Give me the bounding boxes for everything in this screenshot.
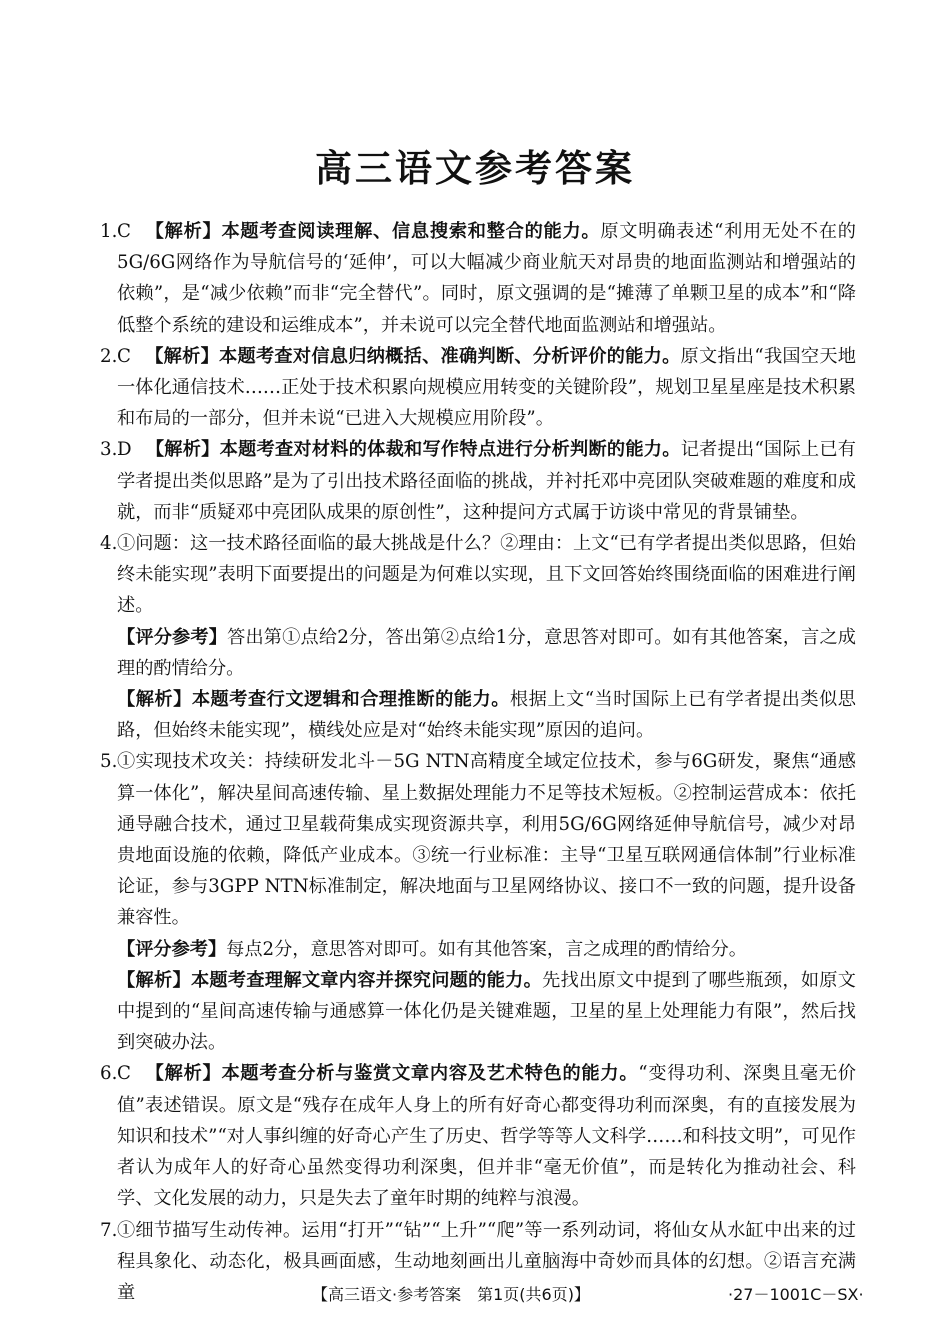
analysis-text: 原文明确表述“利用无处不在的5G/6G网络作为导航信号的‘延伸’，可以大幅减少商业航天对昂贵的地面监测站和增强站的依赖”，是“减少依赖”而非“完全替代”。同时，原文强调的是“摊薄了单颗卫星的成本”和“降低整个系统的建设和运维成本”，并未说可以完全替代地面监测站和增强站。 (117, 221, 856, 336)
analysis-bold: 本题考查分析与鉴赏文章内容及艺术特色的能力。 (221, 1063, 639, 1085)
score-block (117, 934, 856, 965)
analysis-bold: 本题考查理解文章内容并探究问题的能力。 (190, 969, 543, 991)
answer-text: ①细节描写生动传神。运用“打开”“钻”“上升”“爬”等一系列动词，将仙女从水缸中出来的过程具象化、动态化，极具画面感，生动地刻画出儿童脑海中奇妙而具体的幻想。②语言充满童 (117, 1219, 856, 1303)
analysis-bold: 本题考查对信息归纳概括、准确判断、分析评价的能力。 (219, 345, 681, 367)
answer-text: ①问题：这一技术路径面临的最大挑战是什么？②理由：上文“已有学者提出类似思路，但始终未能实现”表明下面要提出的问题是为何难以实现，且下文回答始终围绕面临的困难进行阐述。 (117, 533, 856, 617)
answer-item-6 (100, 1058, 856, 1214)
item-answer: D (117, 439, 132, 461)
analysis-bold: 本题考查阅读理解、信息搜索和整合的能力。 (221, 221, 601, 242)
score-block (117, 622, 856, 684)
answer-item-2 (100, 341, 856, 435)
item-number: 3. (100, 439, 118, 461)
score-text: 答出第①点给2分，答出第②点给1分，意思答对即可。如有其他答案，言之成理的酌情给分。 (117, 626, 856, 679)
analysis-bold: 本题考查行文逻辑和合理推断的能力。 (191, 689, 510, 711)
item-number: 5. (100, 751, 118, 773)
score-tag: 【评分参考】 (117, 626, 228, 648)
answer-list (100, 216, 856, 1308)
footer-code: ·27－1001C－SX· (728, 1285, 864, 1304)
analysis-bold: 本题考查对材料的体裁和写作特点进行分析判断的能力。 (219, 439, 681, 461)
answer-text: ①实现技术攻关：持续研发北斗－5G NTN高精度全域定位技术，参与6G研发，聚焦“通感算一体化”，解决星间高速传输、星上数据处理能力不足等技术短板。②控制运营成本：依托通导融合技术，通过卫星载荷集成实现资源共享，利用5G/6G网络延伸导航信号，减少对昂贵地面设施的依赖，降低产业成本。③统一行业标准：主导“卫星互联网通信体制”行业标准论证，参与3GPP NTN标准制定，解决地面与卫星网络协议、接口不一致的问题，提升设备兼容性。 (117, 751, 856, 929)
analysis-tag: 【解析】 (144, 345, 220, 367)
analysis-tag: 【解析】 (117, 689, 192, 711)
item-answer: C (117, 221, 131, 242)
analysis-tag: 【解析】 (145, 439, 220, 461)
item-answer: C (117, 345, 131, 367)
item-number: 7. (100, 1219, 118, 1241)
item-number: 4. (100, 533, 118, 555)
score-tag: 【评分参考】 (117, 938, 227, 960)
answer-item-3 (100, 434, 856, 528)
page-footer (0, 1282, 950, 1306)
footer-page-info: 【高三语文·参考答案 第1页(共6页)】 (312, 1285, 590, 1304)
analysis-block (117, 684, 856, 746)
analysis-text: “变得功利、深奥且毫无价值”表述错误。原文是“残存在成年人身上的所有好奇心都变得功利而深奥，有的直接发展为知识和技术”“对人事纠缠的好奇心产生了历史、哲学等等人文科学……和科技文明”，可见作者认为成年人的好奇心虽然变得功利深奥，但并非“毫无价值”，而是转化为推动社会、科学、文化发展的动力，只是失去了童年时期的纯粹与浪漫。 (117, 1063, 856, 1210)
item-number: 6. (100, 1063, 118, 1085)
answer-item-4 (100, 528, 856, 746)
item-answer: C (117, 1063, 131, 1085)
analysis-text: 原文指出“我国空天地一体化通信技术……正处于技术积累向规模应用转变的关键阶段”，规划卫星星座是技术积累和布局的一部分，但并未说“已进入大规模应用阶段”。 (117, 345, 856, 430)
item-number: 1. (100, 221, 118, 242)
item-number: 2. (100, 345, 118, 367)
analysis-tag: 【解析】 (117, 969, 191, 991)
analysis-tag: 【解析】 (144, 1063, 222, 1085)
analysis-text: 先找出原文中提到了哪些瓶颈，如原文中提到的“星间高速传输与通感算一体化仍是关键难题，卫星的星上处理能力有限”，然后找到突破办法。 (117, 969, 856, 1054)
page-title: 高三语文参考答案 (315, 147, 635, 190)
analysis-block (117, 965, 856, 1059)
analysis-text: 根据上文“当时国际上已有学者提出类似思路，但始终未能实现”，横线处应是对“始终未能实现”原因的追问。 (117, 689, 856, 742)
score-text: 每点2分，意思答对即可。如有其他答案，言之成理的酌情给分。 (226, 938, 747, 960)
analysis-text: 记者提出“国际上已有学者提出类似思路”是为了引出技术路径面临的挑战，并衬托邓中亮团队突破难题的难度和成就，而非“质疑邓中亮团队成果的原创性”，这种提问方式属于访谈中常见的背景铺垫。 (117, 439, 856, 523)
answer-item-5 (100, 746, 856, 1058)
analysis-tag: 【解析】 (144, 221, 222, 242)
answer-item-1 (100, 216, 856, 341)
